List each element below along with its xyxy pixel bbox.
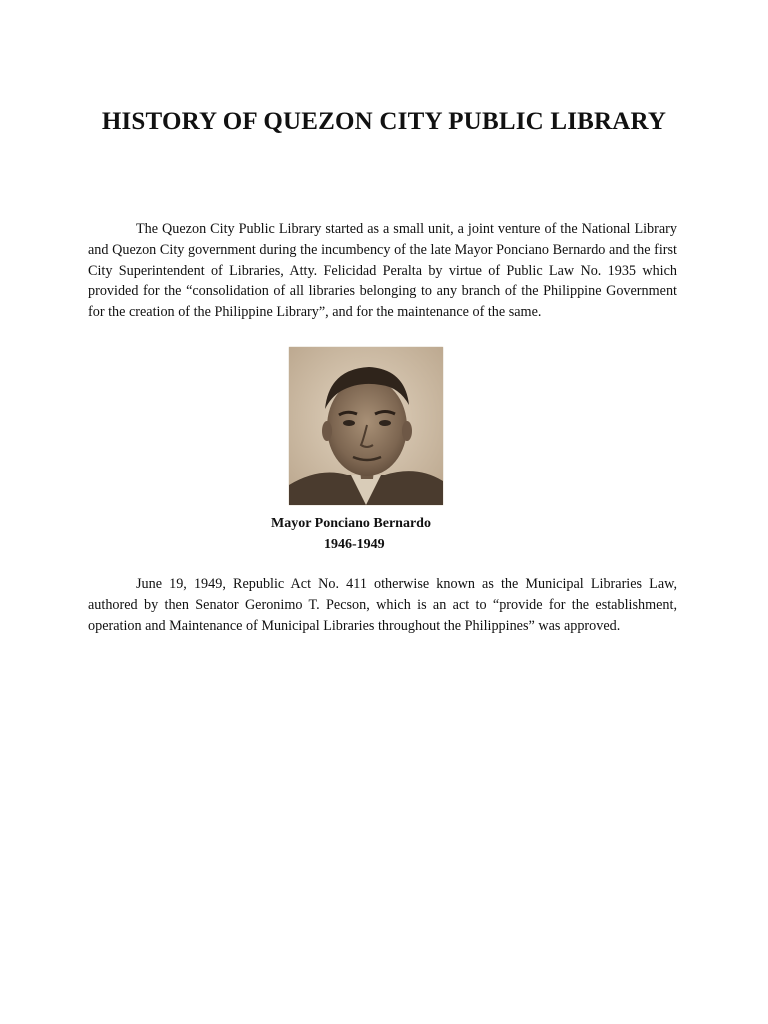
law-paragraph: [88, 574, 677, 636]
portrait-photo: [289, 347, 443, 505]
intro-paragraph: [88, 219, 677, 323]
page-title: HISTORY OF QUEZON CITY PUBLIC LIBRARY: [101, 108, 667, 135]
law-paragraph-text: June 19, 1949, Republic Act No. 411 otherwise known as the Municipal Libraries Law, authored by then Senator Geronimo T. Pecson, which is an act to “provide for the establishment, operation and Maintenance of Municipal Libraries throughout the Philippines” was approved.: [88, 576, 677, 634]
intro-paragraph-text: The Quezon City Public Library started as a small unit, a joint venture of the National Library and Quezon City government during the incumbency of the late Mayor Ponciano Bernardo and the first City Superintendent of Libraries, Atty. Felicidad Peralta by virtue of Public Law No. 1935 which provided for the “consolidation of all libraries belonging to any branch of the Philippine Government for the creation of the Philippine Library”, and for the maintenance of the same.: [88, 221, 677, 321]
photo-caption-name: Mayor Ponciano Bernardo: [271, 516, 431, 531]
portrait-illustration: [289, 347, 443, 505]
photo-caption-years: 1946-1949: [324, 537, 385, 552]
